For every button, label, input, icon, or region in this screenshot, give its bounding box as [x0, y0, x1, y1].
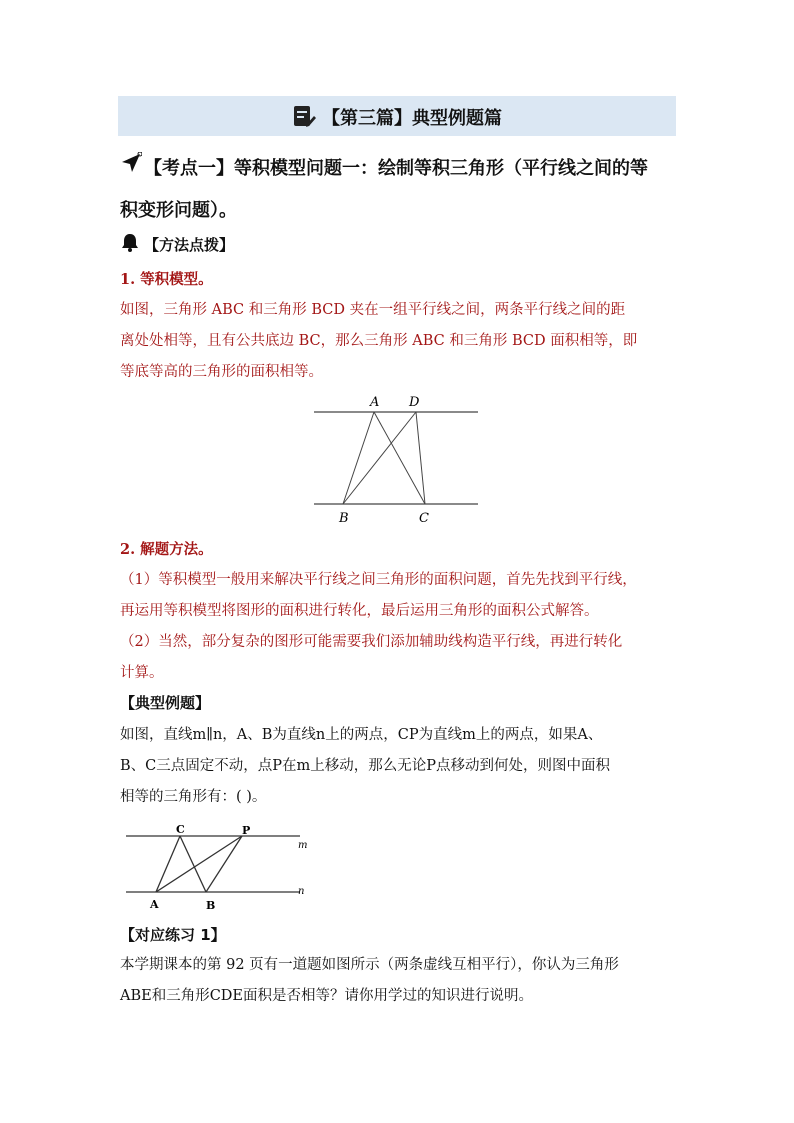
label-D: D [409, 395, 420, 410]
point1-text [120, 295, 680, 388]
note-edit-icon [292, 104, 316, 133]
section-title [118, 104, 676, 133]
label-A: A [370, 395, 380, 410]
example-line3: 相等的三角形有：( )。 [120, 789, 267, 805]
figure-example [120, 822, 320, 912]
kaodian-heading-line2: 积变形问题）。 [120, 200, 237, 221]
bell-icon [120, 232, 140, 256]
example-title: 【典型例题】 [120, 694, 211, 712]
segment-PA [156, 836, 242, 892]
point2-line3: （2）当然，部分复杂的图形可能需要我们添加辅助线构造平行线，再进行转化 [120, 634, 623, 650]
example-text [120, 720, 680, 813]
label-n: n [298, 886, 305, 897]
practice-title: 【对应练习 1】 [120, 926, 226, 944]
segment-DB [343, 412, 416, 504]
segment-CB [180, 836, 206, 892]
practice-line2: ABE和三角形CDE面积是否相等？请你用学过的知识进行说明。 [120, 988, 534, 1004]
figure-equal-area-model [308, 388, 483, 528]
kaodian-heading [120, 148, 680, 232]
point1-line3: 等底等高的三角形的面积相等。 [120, 364, 323, 380]
label-B: B [206, 899, 216, 912]
point2-line1: （1）等积模型一般用来解决平行线之间三角形的面积问题，首先先找到平行线， [120, 572, 637, 588]
practice-line1: 本学期课本的第 92 页有一道题如图所示（两条虚线互相平行），你认为三角形 [120, 957, 619, 973]
point2-line4: 计算。 [120, 665, 164, 681]
section-title-text: 【第三篇】典型例题篇 [322, 108, 502, 129]
method-title-row [120, 232, 234, 256]
practice-text [120, 950, 680, 1012]
point2-title: 2. 解题方法。 [120, 541, 213, 558]
label-A: A [150, 898, 159, 911]
point1-title: 1. 等积模型。 [120, 271, 213, 288]
pointer-arrow-icon [120, 148, 144, 190]
example-line2: B、C三点固定不动，点P在m上移动，那么无论P点移动到何处，则图中面积 [120, 758, 611, 774]
point2-text [120, 565, 680, 689]
label-m: m [298, 840, 308, 851]
point1-line1: 如图，三角形 ABC 和三角形 BCD 夹在一组平行线之间，两条平行线之间的距 [120, 302, 626, 318]
label-C: C [176, 823, 185, 836]
segment-AB [343, 412, 374, 504]
point2-line2: 再运用等积模型将图形的面积进行转化，最后运用三角形的面积公式解答。 [120, 603, 599, 619]
method-title: 【方法点拨】 [144, 235, 235, 254]
label-B: B [339, 511, 349, 526]
segment-PB [206, 836, 242, 892]
label-C: C [419, 511, 429, 526]
example-line1: 如图，直线m∥n，A、B为直线n上的两点，CP为直线m上的两点，如果A、 [120, 727, 603, 743]
kaodian-heading-line1: 【考点一】等积模型问题一：绘制等积三角形（平行线之间的等 [144, 158, 648, 179]
point1-line2: 离处处相等，且有公共底边 BC，那么三角形 ABC 和三角形 BCD 面积相等，即 [120, 333, 638, 349]
label-P: P [242, 824, 251, 837]
